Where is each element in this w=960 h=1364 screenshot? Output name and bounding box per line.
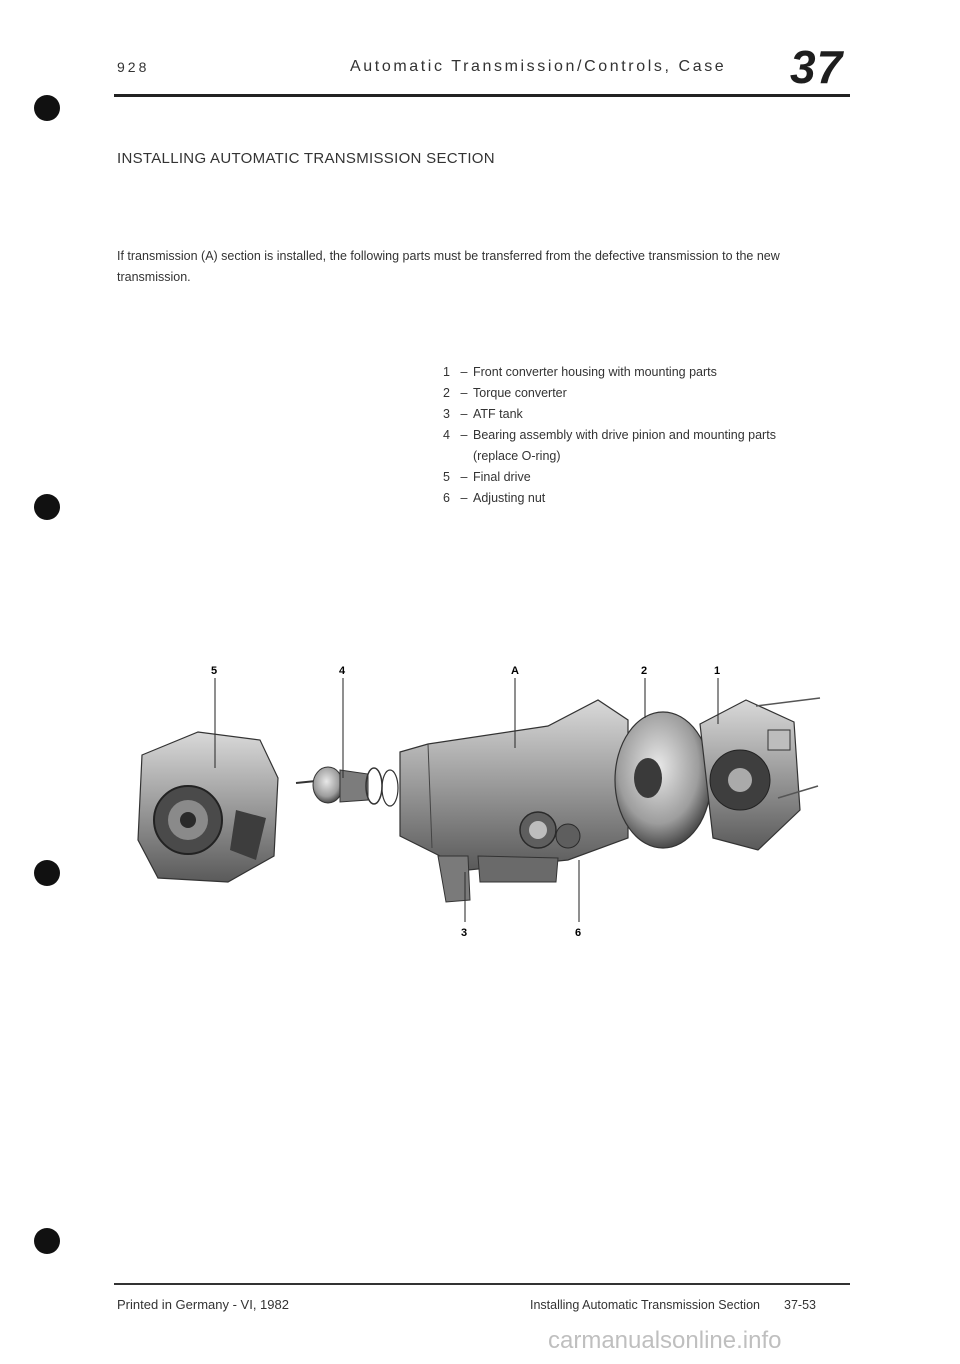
- callout-5: 5: [211, 665, 218, 677]
- transmission-case: [400, 700, 628, 902]
- binder-hole-2: [34, 494, 60, 520]
- callout-3: 3: [461, 927, 468, 939]
- parts-legend: [443, 362, 803, 509]
- callout-2: 2: [641, 665, 648, 677]
- callout-1: 1: [714, 665, 721, 677]
- footer-rule: [114, 1283, 850, 1285]
- binder-hole-3: [34, 860, 60, 886]
- binder-hole-4: [34, 1228, 60, 1254]
- footer-section-title: Installing Automatic Transmission Section: [530, 1298, 760, 1312]
- header-rule: [114, 94, 850, 97]
- legend-item: 6 – Adjusting nut: [443, 491, 546, 505]
- legend-item: 5 – Final drive: [443, 470, 531, 484]
- header-title: Automatic Transmission/Controls, Case: [350, 58, 727, 75]
- binder-hole-1: [34, 95, 60, 121]
- intro-paragraph: If transmission (A) section is installed, the following parts must be transferred from the defective transmission to the new transmission.: [117, 249, 780, 284]
- watermark: carmanualsonline.info: [548, 1327, 782, 1354]
- callout-4: 4: [339, 665, 346, 677]
- callout-a: A: [511, 665, 519, 677]
- final-drive: [138, 732, 278, 882]
- legend-item: 3 – ATF tank: [443, 407, 523, 421]
- page-number: 37-53: [784, 1298, 816, 1312]
- legend-item: 4 – Bearing assembly with drive pinion and mounting parts (replace O-ring): [443, 428, 776, 463]
- printed-note: Printed in Germany - VI, 1982: [117, 1297, 289, 1312]
- section-heading: INSTALLING AUTOMATIC TRANSMISSION SECTION: [117, 150, 495, 167]
- chapter-number: 37: [790, 41, 844, 93]
- callout-6: 6: [575, 927, 582, 939]
- transmission-exploded-view: [128, 660, 828, 940]
- bearing-assembly: [296, 767, 398, 806]
- torque-converter: [615, 712, 711, 848]
- header-model: 928: [117, 59, 150, 75]
- legend-item: 1 – Front converter housing with mounting parts: [443, 365, 717, 379]
- legend-item: 2 – Torque converter: [443, 386, 567, 400]
